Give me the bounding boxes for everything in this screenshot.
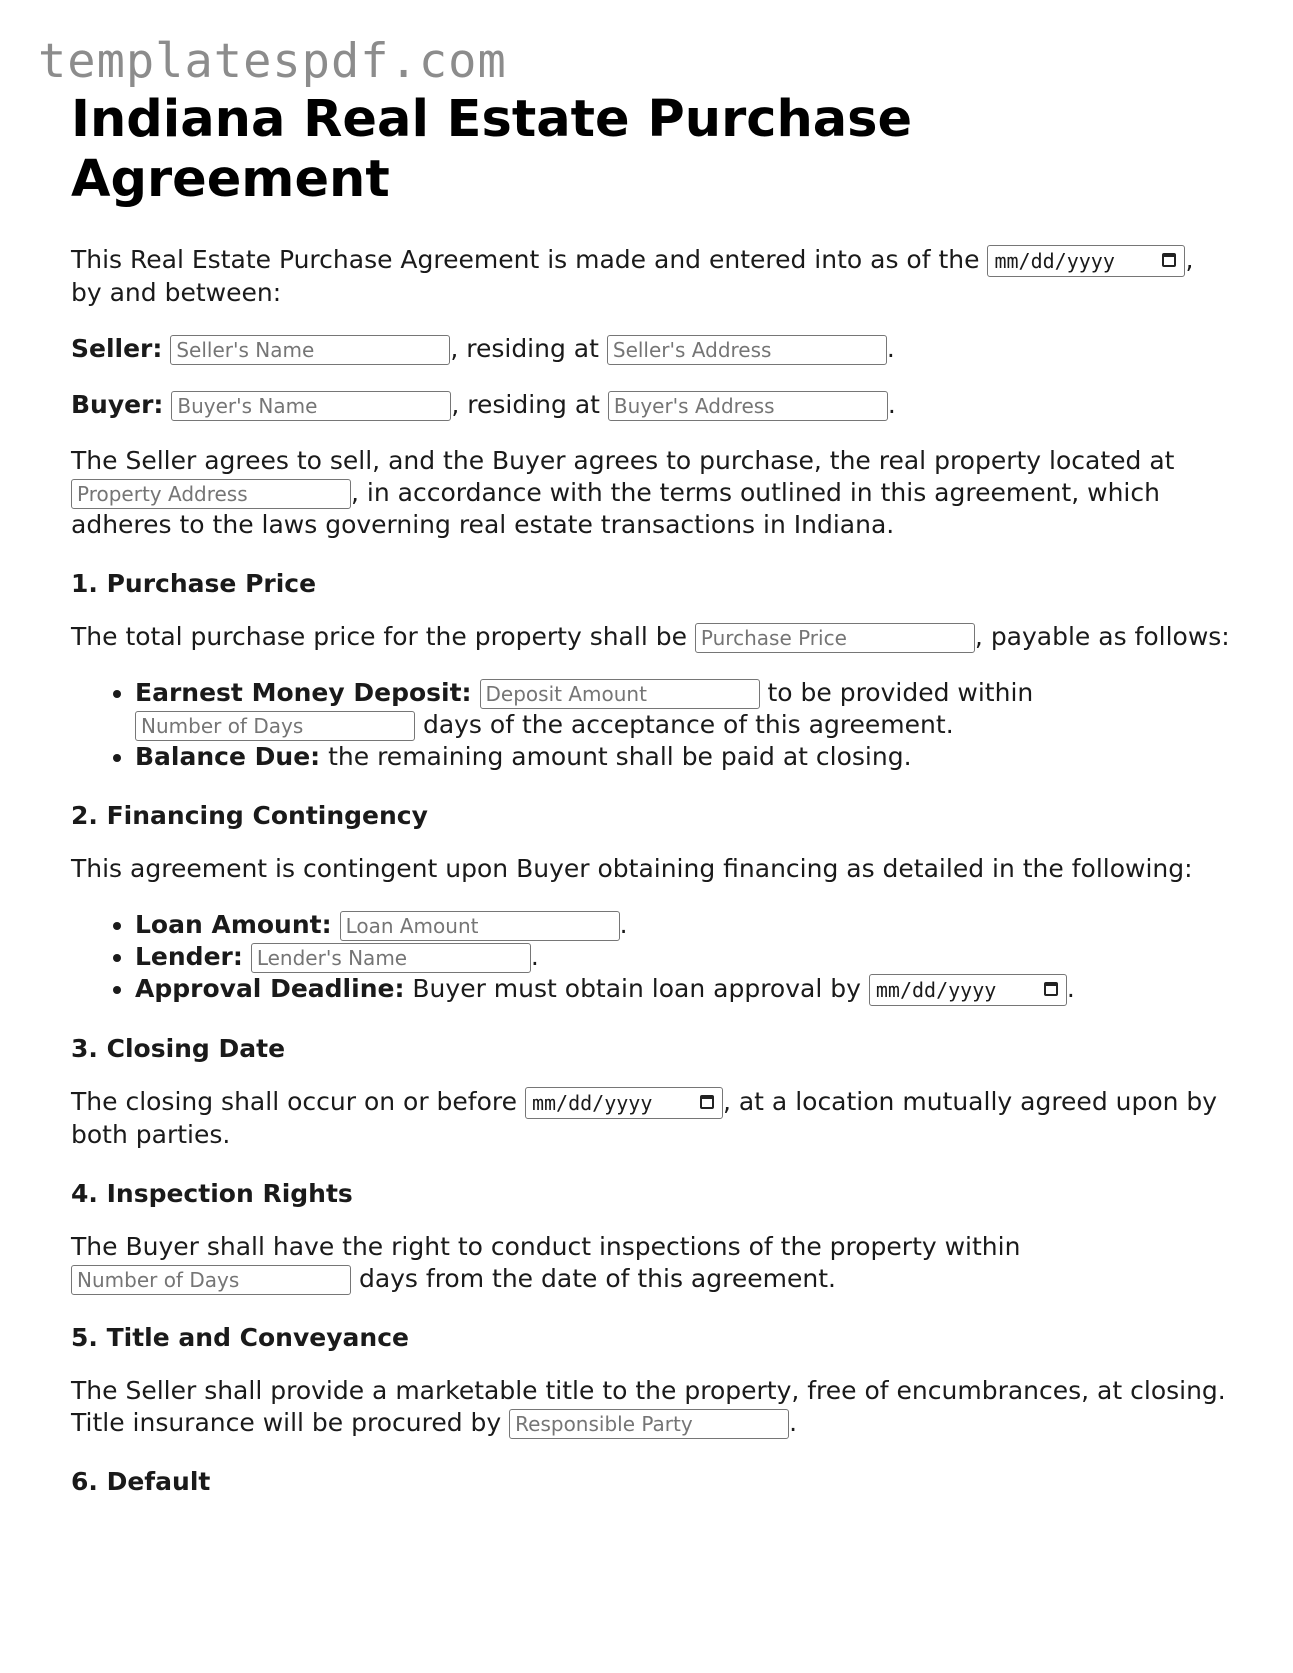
period: . xyxy=(530,942,539,971)
lender-name-input[interactable] xyxy=(251,943,531,973)
buyer-name-input[interactable] xyxy=(171,391,451,421)
closing-text: The closing shall occur on or before xyxy=(71,1087,518,1116)
agreement-date-input[interactable] xyxy=(987,245,1185,277)
section-heading-purchase: 1. Purchase Price xyxy=(71,569,317,598)
date-placeholder: mm/dd/yyyy xyxy=(994,249,1115,273)
deposit-text-end: days of the acceptance of this agreement. xyxy=(415,710,954,739)
list-item xyxy=(135,973,1231,1006)
calendar-icon[interactable] xyxy=(1162,253,1176,267)
buyer-label: Buyer: xyxy=(71,390,164,419)
balance-text: the remaining amount shall be paid at closing. xyxy=(320,742,912,771)
date-placeholder: mm/dd/yyyy xyxy=(531,1091,653,1115)
residing-text: , residing at xyxy=(451,390,600,419)
deposit-label: Earnest Money Deposit: xyxy=(135,678,472,707)
deposit-days-input[interactable] xyxy=(135,711,415,741)
period: . xyxy=(886,334,895,363)
property-address-input[interactable] xyxy=(71,479,351,509)
calendar-icon[interactable] xyxy=(700,1095,714,1109)
closing-date-input[interactable] xyxy=(525,1087,723,1119)
deposit-text: to be provided within xyxy=(759,678,1034,707)
financing-paragraph: This agreement is contingent upon Buyer obtaining financing as detailed in the following: xyxy=(71,854,1193,883)
intro-text-after: , by and between: xyxy=(71,245,1194,307)
list-item xyxy=(135,677,1231,741)
closing-text-after: , at a location mutually agreed upon by both parties. xyxy=(71,1087,1218,1149)
title-paragraph xyxy=(71,1375,1231,1439)
approval-label: Approval Deadline: xyxy=(135,974,405,1003)
section-heading-inspection: 4. Inspection Rights xyxy=(71,1179,353,1208)
property-text-after: , in accordance with the terms outlined in this agreement, which adheres to the laws governing real estate transactions in Indiana. xyxy=(71,478,1160,539)
lender-label: Lender: xyxy=(135,942,243,971)
list-item xyxy=(135,909,1231,941)
responsible-party-input[interactable] xyxy=(509,1409,789,1439)
period: . xyxy=(619,910,628,939)
calendar-icon[interactable] xyxy=(1044,982,1058,996)
buyer-address-input[interactable] xyxy=(608,391,888,421)
deposit-amount-input[interactable] xyxy=(480,679,760,709)
property-text: The Seller agrees to sell, and the Buyer agrees to purchase, the real property located at xyxy=(71,446,1175,475)
inspection-text: The Buyer shall have the right to conduct inspections of the property within xyxy=(71,1232,1021,1261)
seller-name-input[interactable] xyxy=(170,335,450,365)
intro-paragraph xyxy=(71,244,1231,309)
seller-label: Seller: xyxy=(71,334,163,363)
watermark: templatespdf.com xyxy=(38,34,507,89)
approval-text: Buyer must obtain loan approval by xyxy=(404,974,861,1003)
title-text: The Seller shall provide a marketable title to the property, free of encumbrances, at closing. Title insurance will be procured by xyxy=(71,1376,1226,1437)
property-paragraph xyxy=(71,445,1231,541)
inspection-text-after: days from the date of this agreement. xyxy=(351,1264,836,1293)
approval-date-input[interactable] xyxy=(869,974,1067,1006)
period: . xyxy=(789,1408,798,1437)
residing-text: , residing at xyxy=(450,334,599,363)
section-heading-closing: 3. Closing Date xyxy=(71,1034,286,1063)
buyer-line xyxy=(71,389,1231,421)
section-heading-title: 5. Title and Conveyance xyxy=(71,1323,409,1352)
financing-list xyxy=(71,909,1231,1006)
loan-label: Loan Amount: xyxy=(135,910,332,939)
section-heading-financing: 2. Financing Contingency xyxy=(71,801,428,830)
purchase-text-after: , payable as follows: xyxy=(974,622,1230,651)
page-title: Indiana Real Estate Purchase Agreement xyxy=(71,90,913,209)
payment-list xyxy=(71,677,1231,773)
document-page xyxy=(71,90,1231,1519)
seller-address-input[interactable] xyxy=(607,335,887,365)
purchase-text: The total purchase price for the property shall be xyxy=(71,622,687,651)
intro-text: This Real Estate Purchase Agreement is made and entered into as of the xyxy=(71,245,980,274)
period: . xyxy=(1066,974,1075,1003)
purchase-paragraph xyxy=(71,621,1231,653)
date-placeholder: mm/dd/yyyy xyxy=(875,978,997,1002)
list-item xyxy=(135,741,1231,773)
balance-label: Balance Due: xyxy=(135,742,321,771)
purchase-price-input[interactable] xyxy=(695,623,975,653)
period: . xyxy=(887,390,896,419)
section-heading-default: 6. Default xyxy=(71,1467,211,1496)
list-item xyxy=(135,941,1231,973)
loan-amount-input[interactable] xyxy=(340,911,620,941)
closing-paragraph xyxy=(71,1086,1231,1151)
inspection-days-input[interactable] xyxy=(71,1265,351,1295)
inspection-paragraph xyxy=(71,1231,1231,1295)
seller-line xyxy=(71,333,1231,365)
